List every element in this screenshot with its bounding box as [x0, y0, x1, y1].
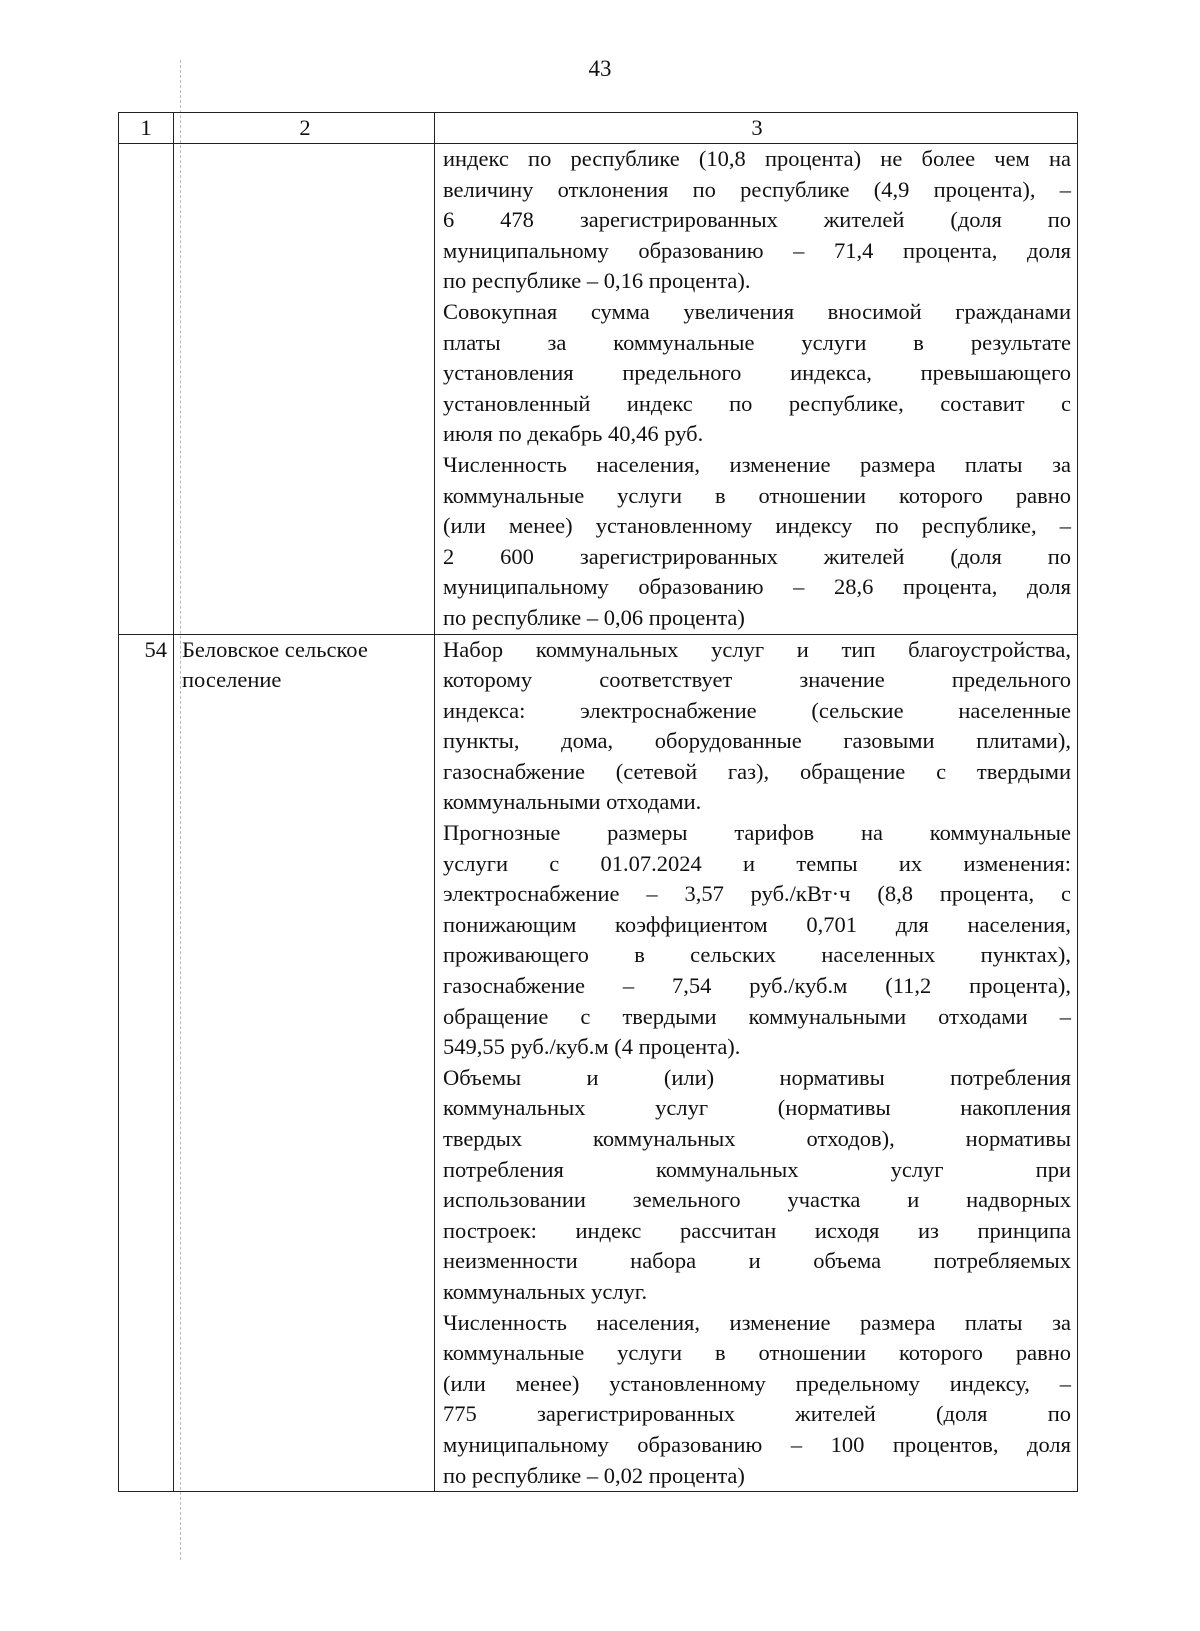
text-line: июля по декабрь 40,46 руб. — [443, 421, 704, 447]
text-line: муниципальному образованию – 100 процентов, доля — [443, 1431, 1071, 1457]
text-line: (или менее) установленному индексу по республике, – — [443, 513, 1071, 539]
header-col-2: 2 — [174, 113, 435, 144]
text-line: коммунальные услуги в отношении которого равно — [443, 1340, 1071, 1366]
text-line: по республике – 0,06 процента) — [443, 604, 745, 630]
header-col-3: 3 — [435, 113, 1078, 144]
text-line: Численность населения, изменение размера платы за — [443, 1309, 1071, 1335]
paragraph — [443, 818, 1071, 1063]
text-line: электроснабжение – 3,57 руб./кВт·ч (8,8 процента, с — [443, 881, 1071, 907]
header-col-1: 1 — [119, 113, 174, 144]
text-line: величину отклонения по республике (4,9 процента), – — [443, 176, 1071, 202]
text-line: (или менее) установленному предельному индексу, – — [443, 1370, 1071, 1396]
text-line: установления предельного индекса, превышающего — [443, 360, 1071, 386]
text-line: муниципальному образованию – 71,4 процента, доля — [443, 237, 1071, 263]
paragraph — [443, 635, 1071, 819]
table-row — [119, 144, 1078, 635]
text-line: по республике – 0,16 процента). — [443, 268, 751, 294]
text-line: неизменности набора и объема потребляемых — [443, 1248, 1071, 1274]
text-line: услуги с 01.07.2024 и темпы их изменения: — [443, 850, 1071, 876]
text-line: обращение с твердыми коммунальными отходами – — [443, 1003, 1071, 1029]
text-line: коммунальными отходами. — [443, 789, 702, 815]
text-line: Прогнозные размеры тарифов на коммунальные — [443, 820, 1071, 846]
text-line: газоснабжение – 7,54 руб./куб.м (11,2 процента), — [443, 973, 1071, 999]
row-description — [435, 634, 1078, 1492]
text-line: по республике – 0,02 процента) — [443, 1462, 745, 1488]
text-line: которому соответствует значение предельного — [443, 667, 1071, 693]
table-header-row — [119, 113, 1078, 144]
text-line: использовании земельного участка и надворных — [443, 1187, 1071, 1213]
municipality-name: Беловское сельское поселение — [174, 634, 435, 1492]
index-table — [118, 112, 1078, 1492]
text-line: индекса: электроснабжение (сельские населенные — [443, 697, 1071, 723]
text-line: 2 600 зарегистрированных жителей (доля по — [443, 543, 1071, 569]
text-line: 6 478 зарегистрированных жителей (доля по — [443, 207, 1071, 233]
municipality-name — [174, 144, 435, 635]
text-line: 549,55 руб./куб.м (4 процента). — [443, 1034, 741, 1060]
text-line: потребления коммунальных услуг при — [443, 1156, 1071, 1182]
table-row — [119, 634, 1078, 1492]
row-number: 54 — [119, 634, 174, 1492]
paragraph — [443, 297, 1071, 450]
text-line: коммунальных услуг (нормативы накопления — [443, 1095, 1071, 1121]
text-line: понижающим коэффициентом 0,701 для населения, — [443, 911, 1071, 937]
paragraph — [443, 1063, 1071, 1308]
row-description — [435, 144, 1078, 635]
text-line: муниципальному образованию – 28,6 процента, доля — [443, 574, 1071, 600]
text-line: Набор коммунальных услуг и тип благоустройства, — [443, 636, 1071, 662]
page-number: 43 — [588, 56, 612, 81]
text-line: Совокупная сумма увеличения вносимой гражданами — [443, 298, 1071, 324]
text-line: платы за коммунальные услуги в результате — [443, 329, 1071, 355]
text-line: коммунальные услуги в отношении которого равно — [443, 482, 1071, 508]
text-line: твердых коммунальных отходов), нормативы — [443, 1126, 1071, 1151]
text-line: Численность населения, изменение размера платы за — [443, 451, 1071, 477]
text-line: пункты, дома, оборудованные газовыми плитами), — [443, 728, 1071, 754]
paragraph — [443, 144, 1071, 297]
text-line: Объемы и (или) нормативы потребления — [443, 1064, 1071, 1090]
text-line: построек: индекс рассчитан исходя из принципа — [443, 1217, 1071, 1243]
text-line: проживающего в сельских населенных пунктах), — [443, 942, 1071, 968]
text-line: 775 зарегистрированных жителей (доля по — [443, 1401, 1071, 1427]
paragraph — [443, 450, 1071, 634]
text-line: коммунальных услуг. — [443, 1278, 648, 1304]
text-line: газоснабжение (сетевой газ), обращение с твердыми — [443, 758, 1071, 784]
paragraph — [443, 1308, 1071, 1492]
text-line: установленный индекс по республике, составит с — [443, 390, 1071, 416]
text-line: индекс по республике (10,8 процента) не более чем на — [443, 146, 1071, 171]
row-number — [119, 144, 174, 635]
